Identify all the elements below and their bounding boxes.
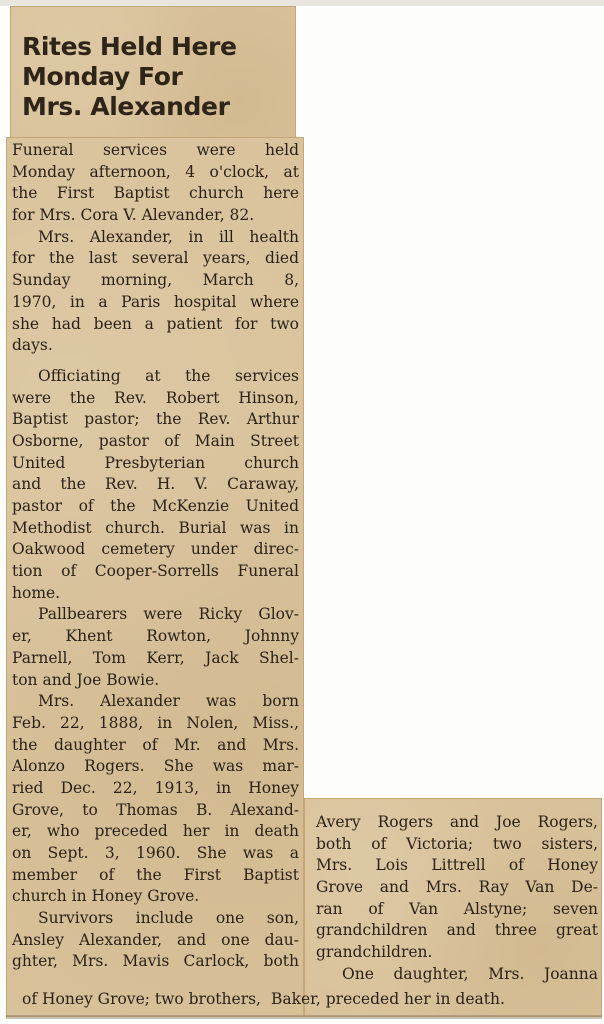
article-text-line: the First Baptist church here	[12, 184, 299, 203]
article-text-line: pastor of the McKenzie United	[12, 497, 299, 515]
article-text-line: Funeral services were held	[12, 141, 299, 159]
article-text-line: Mrs. Alexander was born	[38, 692, 299, 711]
article-text-line: the daughter of Mr. and Mrs.	[12, 735, 299, 754]
article-text-line: both of Victoria; two sisters,	[316, 834, 598, 853]
article-text-line: Parnell, Tom Kerr, Jack Shel-	[12, 648, 299, 667]
article-text-line: church in Honey Grove.	[12, 887, 200, 906]
article-text-line: tion of Cooper-Sorrells Funeral	[12, 562, 299, 581]
clipping-bottom-edge	[6, 1015, 602, 1019]
article-text-line: ried Dec. 22, 1913, in Honey	[12, 778, 299, 797]
article-text-line: on Sept. 3, 1960. She was a	[12, 844, 299, 862]
article-text-line: 1970, in a Paris hospital where	[12, 292, 299, 311]
article-text-line: and the Rev. H. V. Caraway,	[12, 475, 299, 494]
article-text-line: er, Khent Rowton, Johnny	[12, 627, 299, 646]
article-text-line: Grove and Mrs. Ray Van De-	[316, 878, 598, 897]
paragraph-gap	[12, 357, 299, 366]
article-text-line: Monday afternoon, 4 o'clock, at	[12, 162, 299, 181]
article-text-line: days.	[12, 336, 53, 355]
article-text-line: er, who preceded her in death	[12, 822, 299, 841]
article-text-line: ran of Van Alstyne; seven	[316, 899, 598, 918]
article-text-line: Ansley Alexander, and one dau-	[12, 930, 299, 949]
article-text-line: Mrs. Lois Littrell of Honey	[316, 856, 598, 875]
article-text-line: Baptist pastor; the Rev. Arthur	[12, 410, 299, 429]
article-text-line: grandchildren.	[316, 943, 433, 962]
article-text-line: ton and Joe Bowie.	[12, 670, 160, 689]
bottom-line-right: Baker, preceded her in death.	[270, 990, 505, 1008]
article-text-line: Oakwood cemetery under direc-	[12, 540, 299, 559]
article-text-line: One daughter, Mrs. Joanna	[342, 964, 598, 983]
article-text-line: Grove, to Thomas B. Alexand-	[12, 800, 299, 819]
article-text-line: she had been a patient for two	[12, 314, 299, 333]
article-text-line: Avery Rogers and Joe Rogers,	[316, 813, 598, 831]
headline-line: Mrs. Alexander	[22, 92, 230, 121]
article-text-line: home.	[12, 583, 61, 602]
bottom-line-left: of Honey Grove; two brothers,	[22, 990, 261, 1008]
headline-line: Monday For	[22, 62, 183, 91]
article-text-line: Pallbearers were Ricky Glov-	[38, 605, 299, 624]
article-text-line: Survivors include one son,	[38, 909, 299, 928]
article-bottom-line	[22, 989, 596, 1011]
article-text-line: Feb. 22, 1888, in Nolen, Miss.,	[12, 713, 299, 732]
article-text-line: Sunday morning, March 8,	[12, 271, 299, 290]
article-text-line: for the last several years, died	[12, 249, 299, 268]
article-text-line: Alonzo Rogers. She was mar-	[12, 757, 299, 776]
article-text-line: Methodist church. Burial was in	[12, 518, 299, 537]
headline-line: Rites Held Here	[22, 32, 237, 61]
article-text-line: ghter, Mrs. Mavis Carlock, both	[12, 952, 299, 971]
article-text-line: Osborne, pastor of Main Street	[12, 431, 299, 450]
article-text-line: member of the First Baptist	[12, 865, 299, 884]
article-text-line: were the Rev. Robert Hinson,	[12, 388, 299, 407]
article-column-left	[12, 140, 299, 973]
article-text-line: grandchildren and three great	[316, 921, 598, 940]
article-text-line: for Mrs. Cora V. Alevander, 82.	[12, 206, 255, 225]
article-column-right	[316, 812, 598, 986]
article-text-line: United Presbyterian church	[12, 453, 299, 472]
article-text-line: Officiating at the services	[38, 366, 299, 385]
obituary-headline	[22, 32, 237, 122]
article-text-line: Mrs. Alexander, in ill health	[38, 227, 299, 246]
